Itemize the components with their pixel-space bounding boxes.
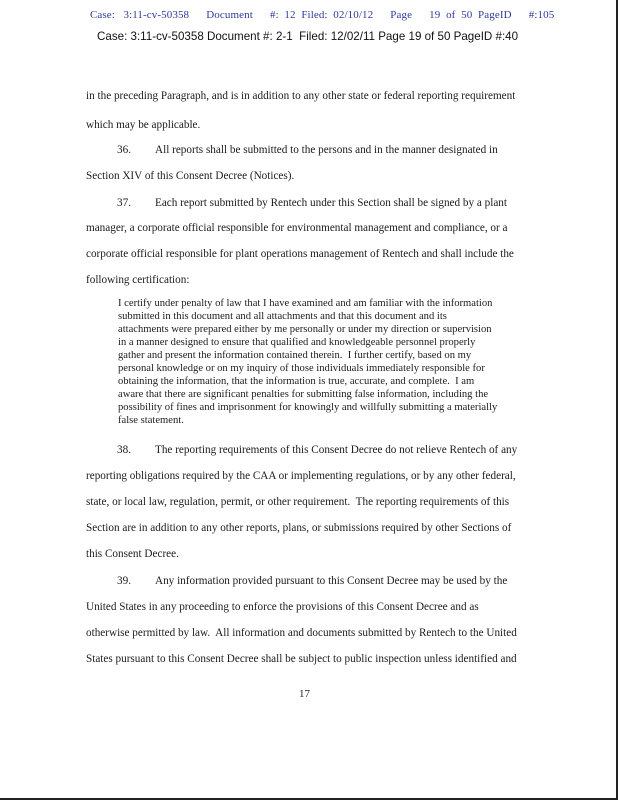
paragraph-36-line: Section XIV of this Consent Decree (Notices). bbox=[86, 170, 295, 182]
certification-line: attachments were prepared either by me personally or under my direction or supervision bbox=[118, 324, 492, 335]
certification-line: aware that there are significant penalties for submitting false information, including the bbox=[118, 389, 489, 400]
paragraph-number-39: 39. bbox=[117, 575, 131, 587]
paragraph-37-first-line: Each report submitted by Rentech under this Section shall be signed by a plant bbox=[155, 197, 508, 209]
paragraph-38-line: state, or local law, regulation, permit, or other requirement. The reporting requirements of this bbox=[86, 496, 510, 508]
certification-line: personal knowledge or on my inquiry of those individuals immediately responsible for bbox=[118, 363, 485, 374]
paragraph-39-line: otherwise permitted by law. All information and documents submitted by Rentech to the United bbox=[86, 627, 517, 639]
paragraph-38-first-line: The reporting requirements of this Consent Decree do not relieve Rentech of any bbox=[155, 444, 518, 456]
paragraph-number-36: 36. bbox=[117, 144, 131, 156]
continuation-line: in the preceding Paragraph, and is in addition to any other state or federal reporting requirement bbox=[86, 90, 516, 102]
paragraph-39-line: United States in any proceeding to enforce the provisions of this Consent Decree and as bbox=[86, 601, 479, 613]
paragraph-38-line: this Consent Decree. bbox=[86, 548, 179, 560]
certification-line: false statement. bbox=[118, 415, 184, 426]
certification-line: in a manner designed to ensure that qualified and knowledgeable personnel properly bbox=[118, 337, 476, 348]
paragraph-37-line: corporate official responsible for plant operations management of Rentech and shall include the bbox=[86, 248, 514, 260]
original-filing-stamp: Case: 3:11-cv-50358 Document #: 2-1 Filed: 12/02/11 Page 19 of 50 PageID #:40 bbox=[97, 30, 519, 43]
continuation-line: which may be applicable. bbox=[86, 119, 201, 131]
paragraph-number-37: 37. bbox=[117, 197, 131, 209]
certification-line: possibility of fines and imprisonment for knowingly and willfully submitting a materially bbox=[118, 402, 498, 413]
paragraph-38-line: reporting obligations required by the CAA or implementing regulations, or by any other federal, bbox=[86, 470, 516, 482]
paragraph-number-38: 38. bbox=[117, 444, 131, 456]
paragraph-37-line: manager, a corporate official responsible for environmental management and compliance, or a bbox=[86, 222, 508, 234]
paragraph-37-line: following certification: bbox=[86, 274, 190, 286]
paragraph-39-line: States pursuant to this Consent Decree shall be subject to public inspection unless identified and bbox=[86, 653, 517, 665]
certification-line: submitted in this document and all attachments and that this document and its bbox=[118, 311, 447, 322]
page-number: 17 bbox=[299, 688, 310, 700]
paragraph-36-first-line: All reports shall be submitted to the persons and in the manner designated in bbox=[155, 144, 498, 156]
certification-line: obtaining the information, that the information is true, accurate, and complete. I am bbox=[118, 376, 475, 387]
paragraph-39-first-line: Any information provided pursuant to this Consent Decree may be used by the bbox=[155, 575, 508, 587]
certification-line: gather and present the information contained therein. I further certify, based on my bbox=[118, 350, 472, 361]
ecf-header-stamp: Case: 3:11-cv-50358 Document #: 12 Filed: 02/10/12 Page 19 of 50 PageID #:105 bbox=[90, 9, 555, 21]
paragraph-38-line: Section are in addition to any other reports, plans, or submissions required by other Sections of bbox=[86, 522, 512, 534]
certification-line: I certify under penalty of law that I have examined and am familiar with the information bbox=[118, 298, 493, 309]
